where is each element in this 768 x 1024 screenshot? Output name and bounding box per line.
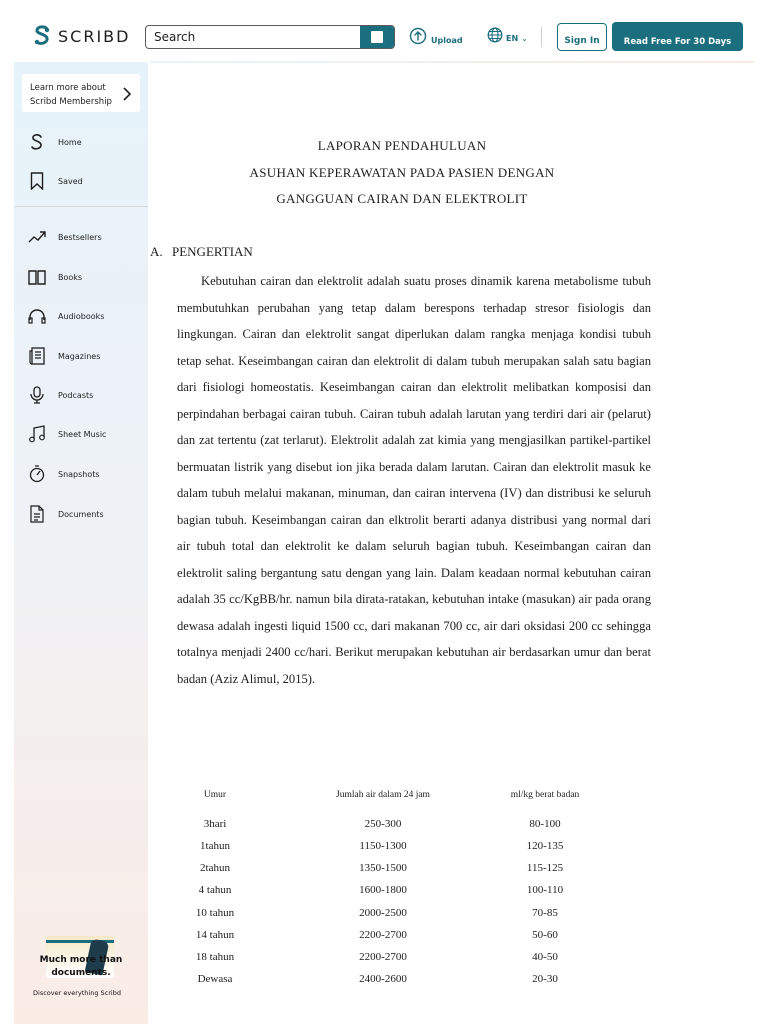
header-divider — [541, 27, 542, 47]
sidebar — [14, 62, 148, 1024]
table-cell: 1350-1500 — [359, 862, 407, 874]
membership-card[interactable] — [22, 74, 140, 112]
table-cell: 2200-2700 — [359, 951, 407, 963]
table-cell: 1150-1300 — [359, 840, 407, 852]
table-header-cell: ml/kg berat badan — [510, 790, 580, 800]
sidebar-item-label: Books — [58, 272, 83, 282]
globe-icon — [487, 27, 503, 43]
sidebar-item-label: Snapshots — [58, 469, 100, 479]
sidebar-item-label: Magazines — [58, 351, 101, 361]
magazine-icon — [28, 346, 46, 366]
table-cell: 2200-2700 — [359, 929, 407, 941]
scribd-logo-icon — [28, 132, 46, 152]
sidebar-item-label: Podcasts — [58, 390, 94, 400]
sidebar-item-label: Sheet Music — [58, 429, 107, 439]
table-cell: 100-110 — [526, 884, 564, 896]
table-row — [180, 862, 620, 884]
sidebar-item-sheet-music[interactable] — [28, 422, 106, 446]
upload-icon — [409, 27, 427, 45]
open-book-icon — [28, 267, 46, 287]
table-cell: 2400-2600 — [359, 973, 407, 985]
music-note-icon — [28, 424, 46, 444]
membership-card-text: Learn more about Scribd Membership — [30, 83, 112, 107]
table-cell: 4 tahun — [198, 884, 232, 896]
table-header-cell: Umur — [203, 790, 227, 800]
document-title-line-2: ASUHAN KEPERAWATAN PADA PASIEN DENGAN — [249, 165, 555, 180]
sidebar-item-books[interactable] — [28, 265, 82, 289]
microphone-icon — [28, 385, 46, 405]
bookmark-icon — [28, 171, 46, 191]
table-row — [180, 973, 620, 995]
table-cell: 14 tahun — [195, 929, 235, 941]
scribd-logo-icon — [32, 24, 52, 48]
table-cell: 120-135 — [526, 840, 564, 852]
sidebar-item-audiobooks[interactable] — [28, 304, 104, 328]
logo-text: SCRIBD — [58, 26, 131, 46]
stopwatch-icon — [28, 464, 46, 484]
table-cell: Dewasa — [197, 973, 233, 985]
sidebar-item-home[interactable] — [28, 130, 82, 154]
trending-up-icon — [28, 227, 46, 247]
table-cell: 3hari — [203, 818, 227, 830]
section-heading — [150, 244, 253, 260]
sign-in-button[interactable]: Sign In — [557, 23, 607, 51]
table-cell: 2tahun — [200, 862, 230, 874]
table-row — [180, 951, 620, 973]
table-cell: 1tahun — [200, 840, 230, 852]
sidebar-item-label: Home — [58, 137, 82, 147]
promo-title: Much more than documents. — [39, 955, 123, 978]
table-header-cell: Jumlah air dalam 24 jam — [336, 790, 430, 800]
sidebar-item-bestsellers[interactable] — [28, 225, 102, 249]
sidebar-item-magazines[interactable] — [28, 344, 100, 368]
sidebar-item-snapshots[interactable] — [28, 462, 100, 486]
table-cell: 20-30 — [532, 973, 558, 985]
sidebar-item-label: Bestsellers — [58, 232, 102, 242]
sidebar-item-documents[interactable] — [28, 502, 104, 526]
table-cell: 80-100 — [529, 818, 561, 830]
search-icon — [371, 31, 383, 43]
body-paragraph: Kebutuhan cairan dan elektrolit adalah suatu proses dinamik karena metabolisme tubuh membutuhkan perubahan yang tetap dalam berespons terhadap stresor fisiologis dan lingkungan. Cairan dan elektrolit sangat diperlukan dalam rangka menjaga kondisi tubuh tetap sehat. Keseimbangan cairan dan elektrolit di dalam tubuh merupakan salah satu bagian dari fisiologi homeostatis. Keseimbangan cairan dan elektrolit melibatkan komposisi dan perpindahan berbagai cairan tubuh. Cairan tubuh adalah larutan yang terdiri dari air (pelarut) dan zat tertentu (zat terlarut). Elektrolit adalah zat kimia yang mengjasilkan partikel-partikel bermuatan listrik yang disebut ion jika berada dalam larutan. Cairan dan elektrolit masuk ke dalam tubuh melalui makanan, minuman, dan cairan intervena (IV) dan distribusi ke seluruh bagian tubuh. Keseimbangan cairan dan elktrolit berarti adanya distribusi yang normal dari air tubuh total dan elektrolit ke dalam seluruh bagian tubuh. Keseimbangan cairan dan elektrolit saling bergantung satu dengan yang lain. Dalam keadaan normal kebutuhan cairan adalah 35 cc/KgBB/hr. namun bila dirata-ratakan, kebutuhan intake (masukan) air pada orang dewasa adalah ingesti liquid 1500 cc, dari makanan 700 cc, air dari oksidasi 200 cc sehingga totalnya menjadi 2400 cc/hari. Berikut merupakan kebutuhan air berdasarkan umur dan berat badan (Aziz Alimul, 2015). — [177, 274, 651, 686]
read-free-button[interactable]: Read Free For 30 Days — [612, 22, 743, 51]
top-bar — [0, 0, 768, 62]
section-title: PENGERTIAN — [172, 244, 253, 259]
table-cell: 2000-2500 — [359, 907, 407, 919]
sidebar-item-podcasts[interactable] — [28, 383, 93, 407]
chevron-right-icon — [122, 87, 132, 101]
language-label: EN — [506, 34, 519, 43]
section-number: A. — [150, 244, 163, 259]
document-icon — [28, 504, 46, 524]
headphones-icon — [28, 306, 46, 326]
table-row — [180, 907, 620, 929]
upload-button[interactable] — [409, 27, 463, 45]
table-row — [180, 929, 620, 951]
sidebar-item-saved[interactable] — [28, 169, 83, 193]
table-cell: 18 tahun — [195, 951, 235, 963]
language-selector[interactable] — [487, 27, 528, 43]
search-button[interactable] — [360, 26, 394, 48]
sidebar-item-label: Saved — [58, 176, 83, 186]
table-cell: 115-125 — [526, 862, 564, 874]
sidebar-divider — [14, 206, 148, 207]
scribd-logo[interactable] — [32, 24, 130, 48]
table-cell: 50-60 — [532, 929, 558, 941]
table-cell: 1600-1800 — [359, 884, 407, 896]
table-row — [180, 884, 620, 906]
promo-subtitle[interactable]: Discover everything Scribd — [33, 989, 121, 997]
table-cell: 40-50 — [532, 951, 558, 963]
search-box — [145, 25, 395, 49]
chevron-down-icon: ⌄ — [521, 34, 528, 43]
sidebar-item-label: Audiobooks — [58, 311, 105, 321]
table-cell: 250-300 — [364, 818, 402, 830]
sidebar-item-label: Documents — [58, 509, 104, 519]
document-title-line-3: GANGGUAN CAIRAN DAN ELEKTROLIT — [276, 191, 528, 206]
table-row — [180, 840, 620, 862]
upload-label: Upload — [431, 36, 463, 45]
table-cell: 10 tahun — [195, 907, 235, 919]
table-row — [180, 818, 620, 840]
document-page — [150, 63, 754, 1024]
document-title-line-1: LAPORAN PENDAHULUAN — [317, 138, 487, 153]
table-cell: 70-85 — [532, 907, 558, 919]
search-input[interactable] — [146, 26, 360, 48]
